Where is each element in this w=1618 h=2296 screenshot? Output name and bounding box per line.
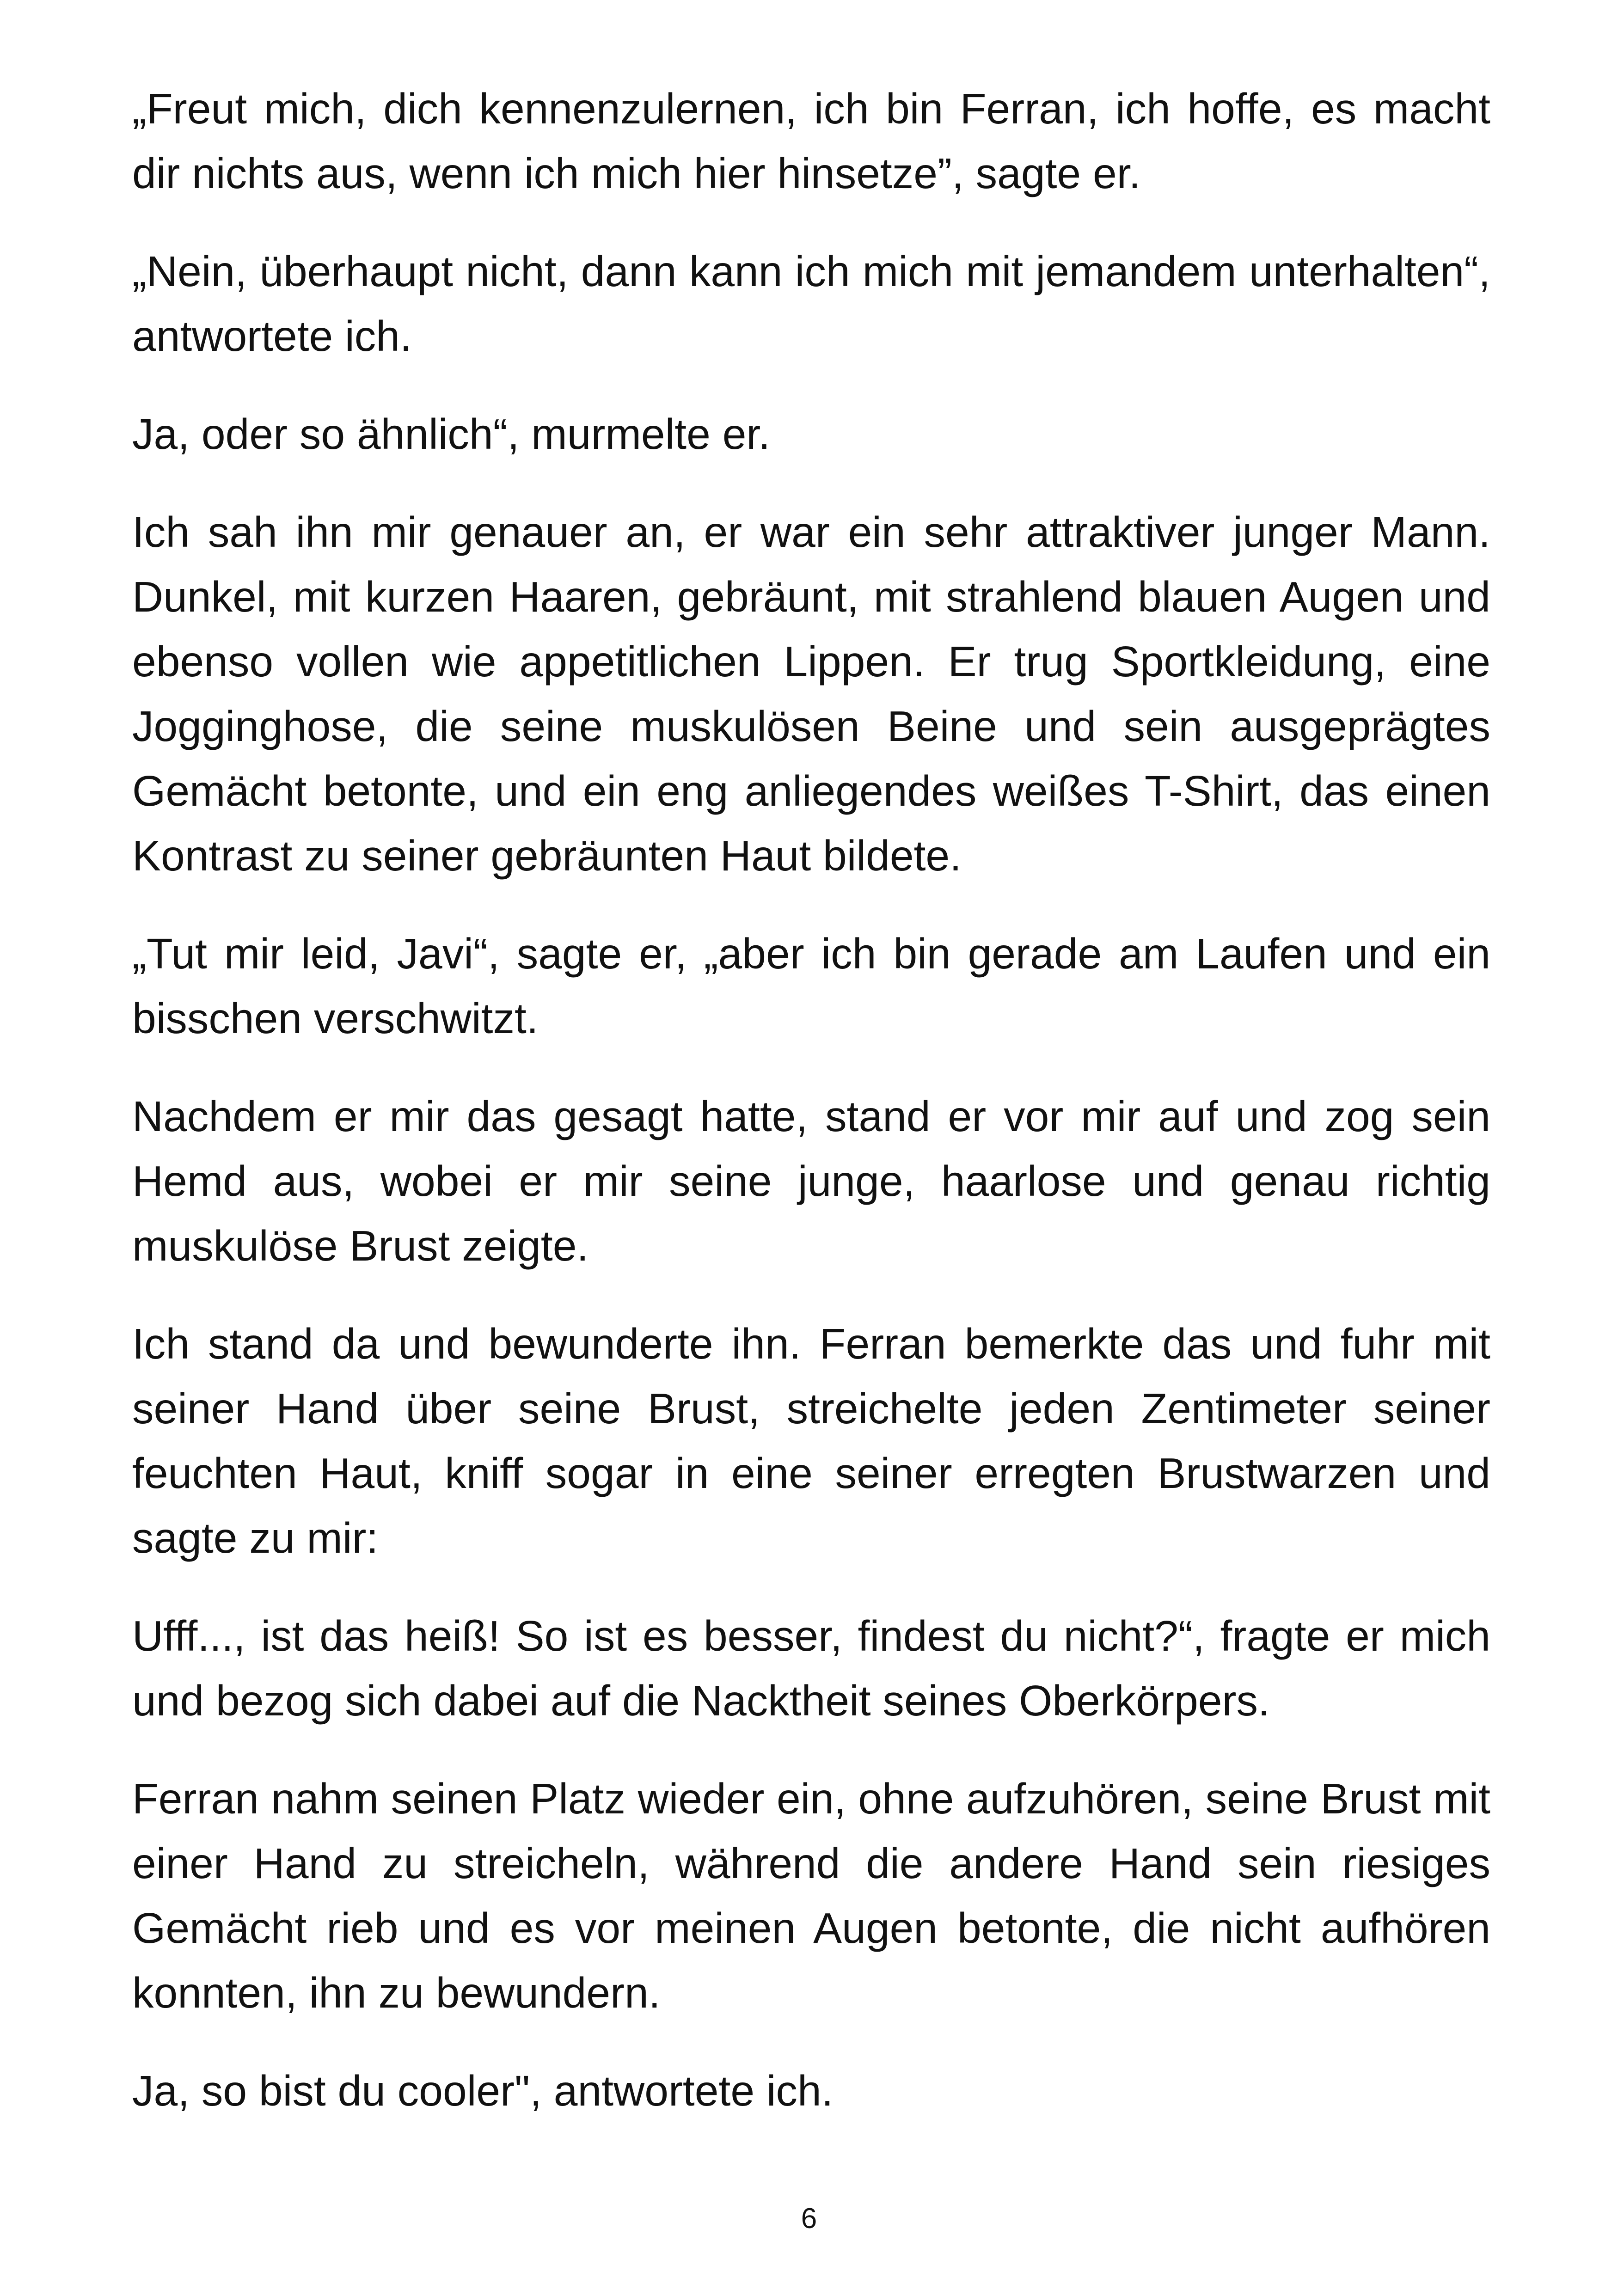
- paragraph-3: Ja, oder so ähnlich“, murmelte er.: [132, 410, 771, 458]
- paragraph-1: „Freut mich, dich kennenzulernen, ich bin Ferran, ich hoffe, es macht dir nichts aus, wenn ich mich hier hinsetze”, sagte er.: [132, 85, 1490, 197]
- paragraph-9: Ferran nahm seinen Platz wieder ein, ohne aufzuhören, seine Brust mit einer Hand zu streicheln, während die andere Hand sein riesiges Gemächt rieb und es vor meinen Augen betonte, die nicht aufhören konnten, ihn zu bewundern.: [132, 1775, 1490, 2017]
- paragraph-8: Ufff..., ist das heiß! So ist es besser, findest du nicht?“, fragte er mich und bezog sich dabei auf die Nacktheit seines Oberkörpers.: [132, 1612, 1490, 1725]
- body-text: [132, 76, 1490, 2156]
- paragraph-7: Ich stand da und bewunderte ihn. Ferran bemerkte das und fuhr mit seiner Hand über seine Brust, streichelte jeden Zentimeter seiner feuchten Haut, kniff sogar in eine seiner erregten Brustwarzen und sagte zu mir:: [132, 1320, 1490, 1562]
- paragraph-5: „Tut mir leid, Javi“, sagte er, „aber ich bin gerade am Laufen und ein bisschen verschwitzt.: [132, 930, 1490, 1042]
- page-number: 6: [801, 2203, 817, 2235]
- paragraph-2: „Nein, überhaupt nicht, dann kann ich mich mit jemandem unterhalten“, antwortete ich.: [132, 247, 1490, 360]
- paragraph-4: Ich sah ihn mir genauer an, er war ein sehr attraktiver junger Mann. Dunkel, mit kurzen Haaren, gebräunt, mit strahlend blauen Augen und ebenso vollen wie appetitlichen Lippen. Er trug Sportkleidung, eine Jogginghose, die seine muskulösen Beine und sein ausgeprägtes Gemächt betonte, und ein eng anliegendes weißes T-Shirt, das einen Kontrast zu seiner gebräunten Haut bildete.: [132, 508, 1490, 880]
- paragraph-10: Ja, so bist du cooler", antwortete ich.: [132, 2067, 834, 2115]
- paragraph-6: Nachdem er mir das gesagt hatte, stand er vor mir auf und zog sein Hemd aus, wobei er mir seine junge, haarlose und genau richtig muskulöse Brust zeigte.: [132, 1092, 1490, 1270]
